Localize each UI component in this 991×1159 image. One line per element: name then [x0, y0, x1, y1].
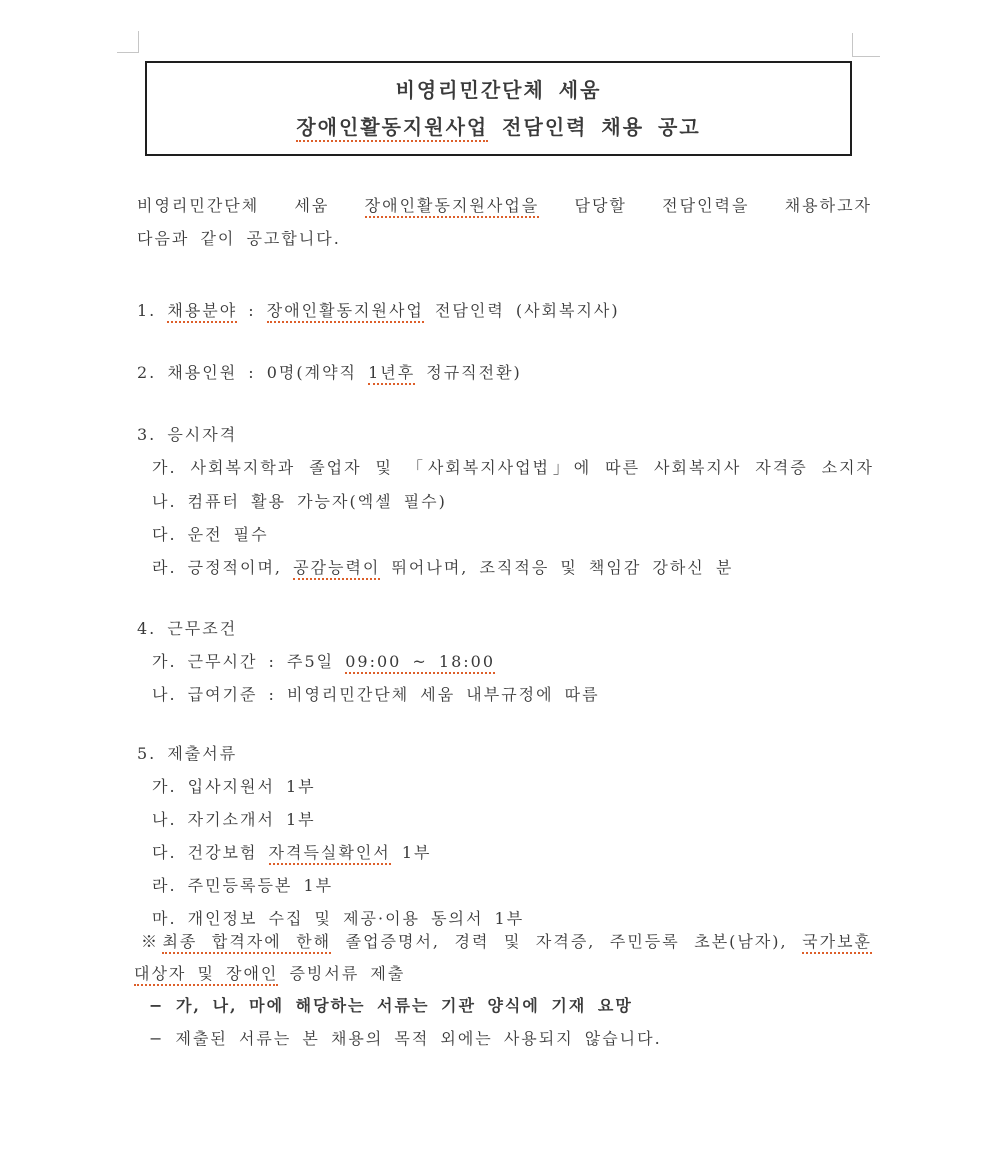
text-segment: 비영리민간단체 세움 [137, 196, 365, 215]
announcement-title-box [145, 61, 852, 156]
misspell-underlined-segment: 국가보훈 [802, 932, 872, 954]
misspell-underlined-segment: 장애인활동지원사업 [267, 301, 424, 323]
misspell-underlined-segment: 자격득실확인서 [269, 843, 391, 865]
intro-line-1 [137, 194, 872, 218]
section-5-item-da [152, 841, 431, 865]
text-segment: ※ [141, 932, 163, 951]
page-margin-corner-mark-top-right [852, 33, 880, 57]
section-5-item-ga: 가. 입사지원서 1부 [152, 777, 316, 796]
text-segment: 담당할 전담인력을 채용하고자 [539, 196, 873, 215]
misspell-underlined-segment: 09:00 ~ 18:00 [345, 652, 495, 674]
dash-note-form-requirement: − 가, 나, 마에 해당하는 서류는 기관 양식에 기재 요망 [149, 996, 633, 1015]
section-3-item-ga: 가. 사회복지학과 졸업자 및 「사회복지사업법」에 따른 사회복지사 자격증 소지자 [152, 458, 874, 477]
misspell-underlined-segment: 채용분야 [167, 301, 237, 323]
text-segment: 전담인력 채용 공고 [488, 115, 701, 139]
section-4-item-ga [152, 650, 495, 674]
text-segment: 증빙서류 제출 [278, 964, 406, 983]
section-5-item-na: 나. 자기소개서 1부 [152, 810, 316, 829]
section-4-header: 4. 근무조건 [137, 619, 238, 638]
section-3-item-ra [152, 556, 733, 580]
item-2-headcount [137, 361, 522, 385]
text-segment: 뛰어나며, 조직적응 및 책임감 강하신 분 [380, 558, 734, 577]
dash-note-privacy: − 제출된 서류는 본 채용의 목적 외에는 사용되지 않습니다. [149, 1029, 662, 1048]
text-segment: 전담인력 (사회복지사) [423, 301, 620, 320]
misspell-underlined-segment: 장애인활동지원사업 [296, 115, 488, 142]
section-5-item-ra: 라. 주민등록등본 1부 [152, 876, 334, 895]
text-segment: 정규직전환) [415, 363, 522, 382]
misspell-underlined-segment: 대상자 및 장애인 [134, 964, 278, 986]
section-3-item-da: 다. 운전 필수 [152, 525, 269, 544]
text-segment: 2. 채용인원 : 0명(계약직 [137, 363, 369, 382]
intro-line-2: 다음과 같이 공고합니다. [137, 229, 341, 248]
text-segment: : [237, 301, 267, 320]
announcement-title [296, 115, 700, 139]
item-1-recruit-field [137, 299, 620, 323]
note-final-documents-line-2 [134, 962, 405, 986]
misspell-underlined-segment: 장애인활동지원사업을 [365, 196, 540, 218]
misspell-underlined-segment: 공감능력이 [293, 558, 380, 580]
text-segment: 라. 긍정적이며, [152, 558, 294, 577]
section-5-item-ma: 마. 개인정보 수집 및 제공·이용 동의서 1부 [152, 909, 525, 928]
text-segment: 1부 [390, 843, 432, 862]
text-segment: 다. 건강보험 [152, 843, 269, 862]
section-3-item-na: 나. 컴퓨터 활용 가능자(엑셀 필수) [152, 492, 447, 511]
section-3-header: 3. 응시자격 [137, 425, 238, 444]
misspell-underlined-segment: 1년후 [368, 363, 415, 385]
misspell-underlined-segment: 최종 합격자에 한해 [162, 932, 331, 954]
text-segment: 가. 근무시간 : 주5일 [152, 652, 346, 671]
org-name-title: 비영리민간단체 세움 [395, 78, 602, 102]
section-4-item-na: 나. 급여기준 : 비영리민간단체 세움 내부규정에 따름 [152, 685, 600, 704]
page-margin-corner-mark-top-left [117, 31, 139, 53]
text-segment: 졸업증명서, 경력 및 자격증, 주민등록 초본(남자), [331, 932, 803, 951]
section-5-header: 5. 제출서류 [137, 744, 238, 763]
note-final-documents-line-1 [141, 930, 872, 954]
text-segment: 1. [137, 301, 168, 320]
